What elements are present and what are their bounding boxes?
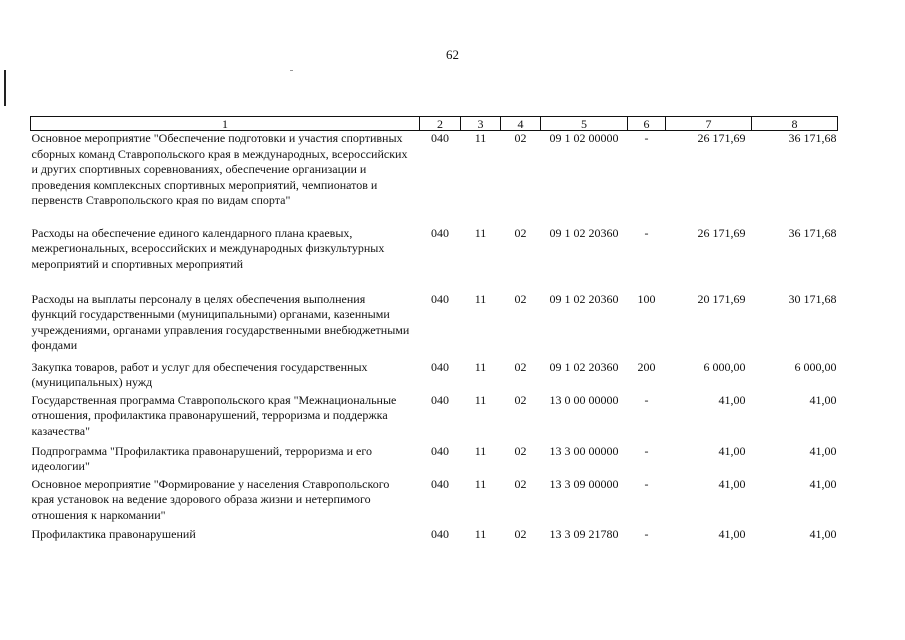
cell-expense-type: - xyxy=(644,392,649,407)
col-header-2: 2 xyxy=(420,117,461,131)
row-name: Подпрограмма "Профилактика правонарушений, терроризма и его идеологии" xyxy=(31,443,372,473)
cell-target-article: 09 1 02 20360 xyxy=(549,359,619,374)
table-row xyxy=(31,444,838,477)
header-row xyxy=(31,117,838,131)
cell-ministry: 040 xyxy=(431,359,449,374)
row-name: Расходы на выплаты персоналу в целях обеспечения выполнения функций государственными (муниципальными) органами, казенными учреждениями, органами управления государственными внебюджетными фондами xyxy=(31,291,410,352)
col-header-1: 1 xyxy=(31,117,420,131)
cell-amount-8: 41,00 xyxy=(809,392,837,407)
col-header-3: 3 xyxy=(461,117,501,131)
cell-amount-8: 36 171,68 xyxy=(788,225,837,240)
cell-subsection: 02 xyxy=(514,291,527,306)
cell-subsection: 02 xyxy=(514,131,527,145)
cell-target-article: 09 1 02 20360 xyxy=(549,225,619,240)
cell-ministry: 040 xyxy=(431,225,449,240)
cell-subsection: 02 xyxy=(514,476,527,491)
col-header-5: 5 xyxy=(541,117,628,131)
table-row xyxy=(31,393,838,444)
cell-expense-type: 100 xyxy=(637,291,656,306)
cell-amount-7: 26 171,69 xyxy=(697,225,746,240)
cell-section: 11 xyxy=(474,225,487,240)
cell-amount-8: 41,00 xyxy=(809,526,837,541)
table-row xyxy=(31,527,838,544)
cell-amount-8: 6 000,00 xyxy=(794,359,837,374)
row-name: Основное мероприятие "Обеспечение подготовки и участия спортивных сборных команд Ставропольского края в международных, всероссийских и других спортивных соревнованиях, обеспечение организации и проведения комплексных спортивных мероприятий, чемпионатов и первенств Ставропольского края по видам спорта" xyxy=(31,131,408,207)
cell-target-article: 13 3 09 00000 xyxy=(549,476,619,491)
cell-subsection: 02 xyxy=(514,392,527,407)
cell-ministry: 040 xyxy=(431,526,449,541)
cell-target-article: 13 3 09 21780 xyxy=(549,526,619,541)
cell-expense-type: 200 xyxy=(637,359,656,374)
cell-section: 11 xyxy=(474,476,487,491)
cell-amount-7: 6 000,00 xyxy=(703,359,746,374)
cell-amount-7: 26 171,69 xyxy=(697,131,746,145)
col-header-8: 8 xyxy=(752,117,838,131)
cell-target-article: 13 0 00 00000 xyxy=(549,392,619,407)
page-number: 62 xyxy=(446,47,459,62)
row-name: Закупка товаров, работ и услуг для обеспечения государственных (муниципальных) нужд xyxy=(31,359,368,389)
cell-ministry: 040 xyxy=(431,392,449,407)
cell-amount-8: 36 171,68 xyxy=(788,131,837,145)
cell-target-article: 09 1 02 00000 xyxy=(549,131,619,145)
cell-section: 11 xyxy=(474,131,487,145)
cell-target-article: 09 1 02 20360 xyxy=(549,291,619,306)
cell-expense-type: - xyxy=(644,476,649,491)
cell-amount-7: 41,00 xyxy=(718,392,746,407)
col-header-4: 4 xyxy=(501,117,541,131)
row-name: Государственная программа Ставропольского края "Межнациональные отношения, профилактика правонарушений, терроризма и поддержка казачества" xyxy=(31,392,397,438)
cell-subsection: 02 xyxy=(514,225,527,240)
cell-subsection: 02 xyxy=(514,443,527,458)
cell-amount-7: 41,00 xyxy=(718,526,746,541)
cell-section: 11 xyxy=(474,392,487,407)
cell-section: 11 xyxy=(474,291,487,306)
row-name: Расходы на обеспечение единого календарного плана краевых, межрегиональных, всероссийских и международных физкультурных мероприятий и спортивных мероприятий xyxy=(31,225,385,271)
cell-ministry: 040 xyxy=(431,291,449,306)
margin-mark xyxy=(4,70,6,106)
col-header-6: 6 xyxy=(628,117,666,131)
cell-target-article: 13 3 00 00000 xyxy=(549,443,619,458)
cell-ministry: 040 xyxy=(431,131,449,145)
cell-subsection: 02 xyxy=(514,359,527,374)
table-row xyxy=(31,131,838,226)
cell-amount-8: 41,00 xyxy=(809,443,837,458)
table-row xyxy=(31,226,838,292)
cell-expense-type: - xyxy=(644,225,649,240)
table-row xyxy=(31,477,838,527)
cell-amount-7: 20 171,69 xyxy=(697,291,746,306)
table-row xyxy=(31,360,838,393)
cell-expense-type: - xyxy=(644,131,649,145)
cell-expense-type: - xyxy=(644,443,649,458)
cell-ministry: 040 xyxy=(431,476,449,491)
row-name: Профилактика правонарушений xyxy=(31,526,196,541)
col-header-7: 7 xyxy=(666,117,752,131)
row-name: Основное мероприятие "Формирование у населения Ставропольского края установок на ведение здорового образа жизни и нетерпимого отношения к наркомании" xyxy=(31,476,390,522)
cell-subsection: 02 xyxy=(514,526,527,541)
cell-amount-7: 41,00 xyxy=(718,476,746,491)
cell-section: 11 xyxy=(474,526,487,541)
cell-section: 11 xyxy=(474,443,487,458)
cell-amount-7: 41,00 xyxy=(718,443,746,458)
budget-table xyxy=(30,116,838,544)
scan-speck xyxy=(290,70,293,71)
cell-amount-8: 30 171,68 xyxy=(788,291,837,306)
cell-section: 11 xyxy=(474,359,487,374)
cell-ministry: 040 xyxy=(431,443,449,458)
table-row xyxy=(31,292,838,360)
cell-expense-type: - xyxy=(644,526,649,541)
cell-amount-8: 41,00 xyxy=(809,476,837,491)
